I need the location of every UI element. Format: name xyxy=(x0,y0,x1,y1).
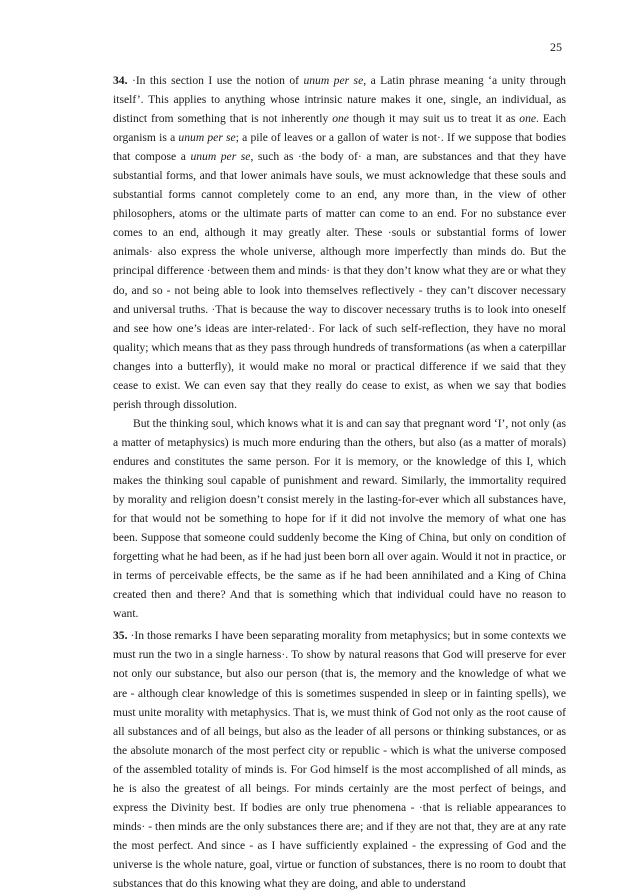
italic-term: unum per se xyxy=(178,131,236,145)
section-number: 35. xyxy=(113,629,128,643)
italic-term: one xyxy=(519,112,537,126)
body-text xyxy=(113,71,566,893)
text-run: . Each organism is a xyxy=(113,112,566,145)
italic-term: one xyxy=(332,112,349,126)
text-run: ·In this section I use the notion of xyxy=(131,74,304,87)
paragraph xyxy=(113,71,566,414)
paragraph xyxy=(113,414,566,624)
text-run: ·In those remarks I have been separating morality from metaphysics; but in some contexts we must run the two in a single harness·. To show by natural reasons that God will preserve for ever not only our substance, but also our person (that is, the memory and the knowledge of what we are - although clear knowledge of this is sometimes suspended in sleep or in fainting spells), we must unite morality with metaphysics. That is, we must think of God not only as the root cause of all substances and of all beings, but also as the leader of all persons or thinking substances, or as the absolute monarch of the most perfect city or republic - which is what the universe composed of the assembled totality of minds is. For God himself is the most accomplished of all minds, as he is also the greatest of all beings. For minds certainly are the most perfect of beings, and express the Divinity best. If bodies are only true phenomena - ·that is reliable appearances to minds· - then minds are the only substances there are; and if they are not that, they are at any rate the most perfect. And since - as I have sufficiently explained - the expressing of God and the universe is the whole nature, goal, virtue or function of substances, there is no room to doubt that substances that do this knowing what they are doing, and able to understand xyxy=(113,629,566,890)
text-run: though it may suit us to treat it as xyxy=(348,112,520,126)
text-run: But the thinking soul, which knows what it is and can say that pregnant word ‘I’, not only (as a matter of metaphysics) is much more enduring than the others, but also (as a matter of morals) endures and constitutes the same person. For it is memory, or the knowledge of this I, which makes the thinking soul capable of punishment and reward. Similarly, the immortality required by morality and religion doesn’t consist merely in the lasting-for-ever which all substances have, for that would not be something to hope for if it did not involve the memory of what one has been. Suppose that someone could suddenly become the King of China, but only on condition of forgetting what he had been, as if he had just been born all over again. Would it not in practice, or in terms of perceivable effects, be the same as if he had been annihilated and a King of China created then and there? And that is something which that individual could have no reason to want. xyxy=(113,416,566,621)
italic-term: unum per se xyxy=(190,150,251,164)
page-number: 25 xyxy=(550,40,562,54)
text-run: , a Latin phrase meaning ‘a unity through itself’. This applies to anything whose intrinsic nature makes it one, single, an individual, as distinct from something that is not inherently xyxy=(113,74,566,126)
text-run: , such as ·the body of· a man, are substances and that they have substantial forms, and that lower animals have souls, we must acknowledge that these souls and substantial forms cannot completely come to an end, any more than, in the view of other philosophers, atoms or the ultimate parts of matter can come to an end. For no substance ever comes to an end, although it may greatly alter. These ·souls or substantial forms of lower animals· also express the whole universe, although more imperfectly than minds do. But the principal difference ·between them and minds· is that they don’t know what they are or what they do, and so - not being able to look into themselves reflectively - they can’t discover necessary and universal truths. ·That is because the way to discover necessary truths is to look into oneself and see how one’s ideas are inter-related·. For lack of such self-reflection, they have no moral quality; which means that as they pass through hundreds of transformations (as when a caterpillar changes into a butterfly), it would make no moral or practical difference if we said that they cease to exist. We can even say that they really do cease to exist, as when we say that bodies perish through dissolution. xyxy=(113,150,566,411)
section-number: 34. xyxy=(113,74,128,87)
italic-term: unum per se xyxy=(303,74,364,87)
paragraph xyxy=(113,626,566,893)
text-run: ; a pile of leaves or a gallon of water is not·. If we suppose that bodies that compose a xyxy=(113,131,566,164)
